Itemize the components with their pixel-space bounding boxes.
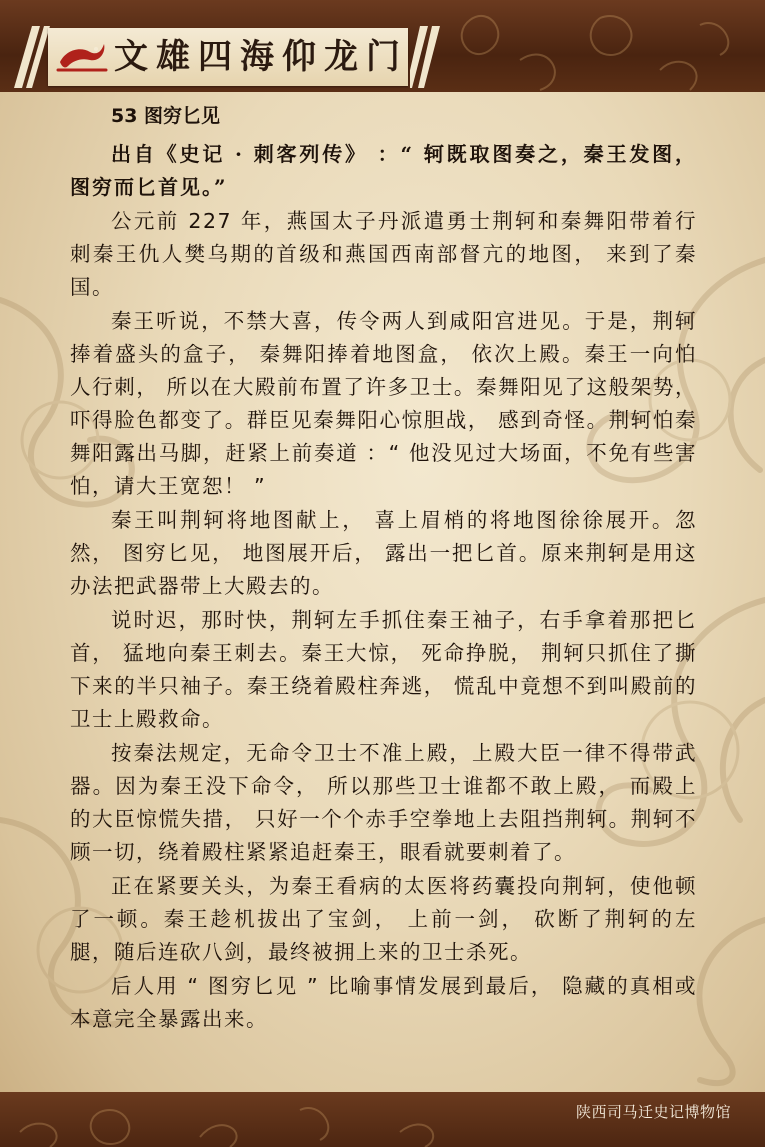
paragraph: 秦王叫荆轲将地图献上， 喜上眉梢的将地图徐徐展开。忽然， 图穷匕见， 地图展开后， 露出一把匕首。原来荆轲是用这办法把武器带上大殿去的。 [70, 508, 697, 598]
banner-stripes-right [410, 26, 450, 88]
dragon-logo-icon [56, 36, 108, 76]
paragraph: 公元前 227 年，燕国太子丹派遣勇士荆轲和秦舞阳带着行刺秦王仇人樊乌期的首级和燕国西南部督亢的地图， 来到了秦国。 [70, 209, 697, 299]
article [70, 100, 697, 1036]
paragraph: 按秦法规定，无命令卫士不准上殿，上殿大臣一律不得带武器。因为秦王没下命令， 所以那些卫士谁都不敢上殿， 而殿上的大臣惊慌失措， 只好一个个赤手空拳地上去阻挡荆轲。荆轲不顾一切，绕着殿柱紧紧追赶秦王，眼看就要刺着了。 [70, 741, 697, 864]
paragraph: 正在紧要关头，为秦王看病的太医将药囊投向荆轲，使他顿了一顿。秦王趁机拔出了宝剑， 上前一剑， 砍断了荆轲的左腿，随后连砍八剑，最终被拥上来的卫士杀死。 [70, 874, 697, 964]
source-quote: 出自《史记 · 刺客列传》 ：“ 轲既取图奏之，秦王发图，图穷而匕首见。” [70, 142, 697, 199]
article-heading: 53 图穷匕见 [111, 105, 221, 127]
museum-name: 陕西司马迁史记博物馆 [575, 1103, 731, 1121]
paragraph: 说时迟，那时快，荆轲左手抓住秦王袖子，右手拿着那把匕首， 猛地向秦王刺去。秦王大惊， 死命挣脱， 荆轲只抓住了撕下来的半只袖子。秦王绕着殿柱奔逃， 慌乱中竟想不到叫殿前的卫士上殿救命。 [70, 608, 697, 731]
banner-title: 文雄四海仰龙门 [114, 37, 408, 77]
banner-stripes-left [10, 26, 50, 88]
paragraph: 后人用 “ 图穷匕见 ” 比喻事情发展到最后， 隐藏的真相或本意完全暴露出来。 [70, 974, 697, 1031]
paragraph: 秦王听说，不禁大喜，传令两人到咸阳宫进见。于是，荆轲捧着盛头的盒子， 秦舞阳捧着地图盒， 依次上殿。秦王一向怕人行刺， 所以在大殿前布置了许多卫士。秦舞阳见了这般架势， 吓得脸色都变了。群臣见秦舞阳心惊胆战， 感到奇怪。荆轲怕秦舞阳露出马脚，赶紧上前奏道 ：“ 他没见过大场面，不免有些害怕，请大王宽恕！ ” [70, 309, 697, 498]
